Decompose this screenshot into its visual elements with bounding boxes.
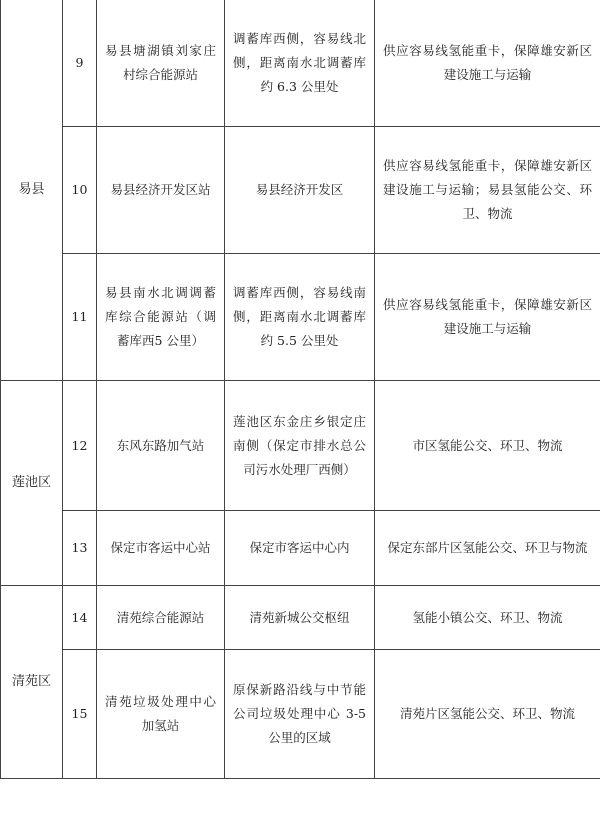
- table-row: [1, 254, 600, 381]
- station-purpose: 氢能小镇公交、环卫、物流: [375, 586, 600, 650]
- station-location: 保定市客运中心内: [225, 511, 375, 586]
- station-location: 清苑新城公交枢纽: [225, 586, 375, 650]
- station-purpose: 供应容易线氢能重卡，保障雄安新区建设施工与运输: [375, 254, 600, 381]
- station-purpose: 市区氢能公交、环卫、物流: [375, 381, 600, 511]
- station-location: 调蓄库西侧，容易线北侧，距离南水北调蓄库约 6.3 公里处: [225, 0, 375, 127]
- station-name: 易县塘湖镇刘家庄村综合能源站: [97, 0, 225, 127]
- station-name: 东风东路加气站: [97, 381, 225, 511]
- station-purpose: 供应容易线氢能重卡，保障雄安新区建设施工与运输: [375, 0, 600, 127]
- station-purpose: 保定东部片区氢能公交、环卫与物流: [375, 511, 600, 586]
- station-name: 清苑综合能源站: [97, 586, 225, 650]
- table-row: [1, 586, 600, 650]
- station-number: 11: [63, 254, 97, 381]
- table-row: [1, 0, 600, 127]
- district-cell: 莲池区: [1, 381, 63, 586]
- station-purpose: 清苑片区氢能公交、环卫、物流: [375, 650, 600, 779]
- station-name: 保定市客运中心站: [97, 511, 225, 586]
- station-name: 清苑垃圾处理中心加氢站: [97, 650, 225, 779]
- station-number: 10: [63, 127, 97, 254]
- table-row: [1, 650, 600, 779]
- station-location: 原保新路沿线与中节能公司垃圾处理中心 3-5 公里的区域: [225, 650, 375, 779]
- station-number: 14: [63, 586, 97, 650]
- district-cell: 清苑区: [1, 586, 63, 779]
- station-name: 易县经济开发区站: [97, 127, 225, 254]
- station-location: 莲池区东金庄乡银定庄南侧（保定市排水总公司污水处理厂西侧）: [225, 381, 375, 511]
- table-row: [1, 511, 600, 586]
- station-purpose: 供应容易线氢能重卡，保障雄安新区建设施工与运输；易县氢能公交、环卫、物流: [375, 127, 600, 254]
- station-location: 调蓄库西侧，容易线南侧，距离南水北调蓄库约 5.5 公里处: [225, 254, 375, 381]
- station-number: 15: [63, 650, 97, 779]
- station-number: 12: [63, 381, 97, 511]
- table-row: [1, 127, 600, 254]
- district-cell: 易县: [1, 0, 63, 381]
- station-number: 9: [63, 0, 97, 127]
- station-name: 易县南水北调调蓄库综合能源站（调蓄库西5 公里）: [97, 254, 225, 381]
- station-number: 13: [63, 511, 97, 586]
- station-location: 易县经济开发区: [225, 127, 375, 254]
- table-row: [1, 381, 600, 511]
